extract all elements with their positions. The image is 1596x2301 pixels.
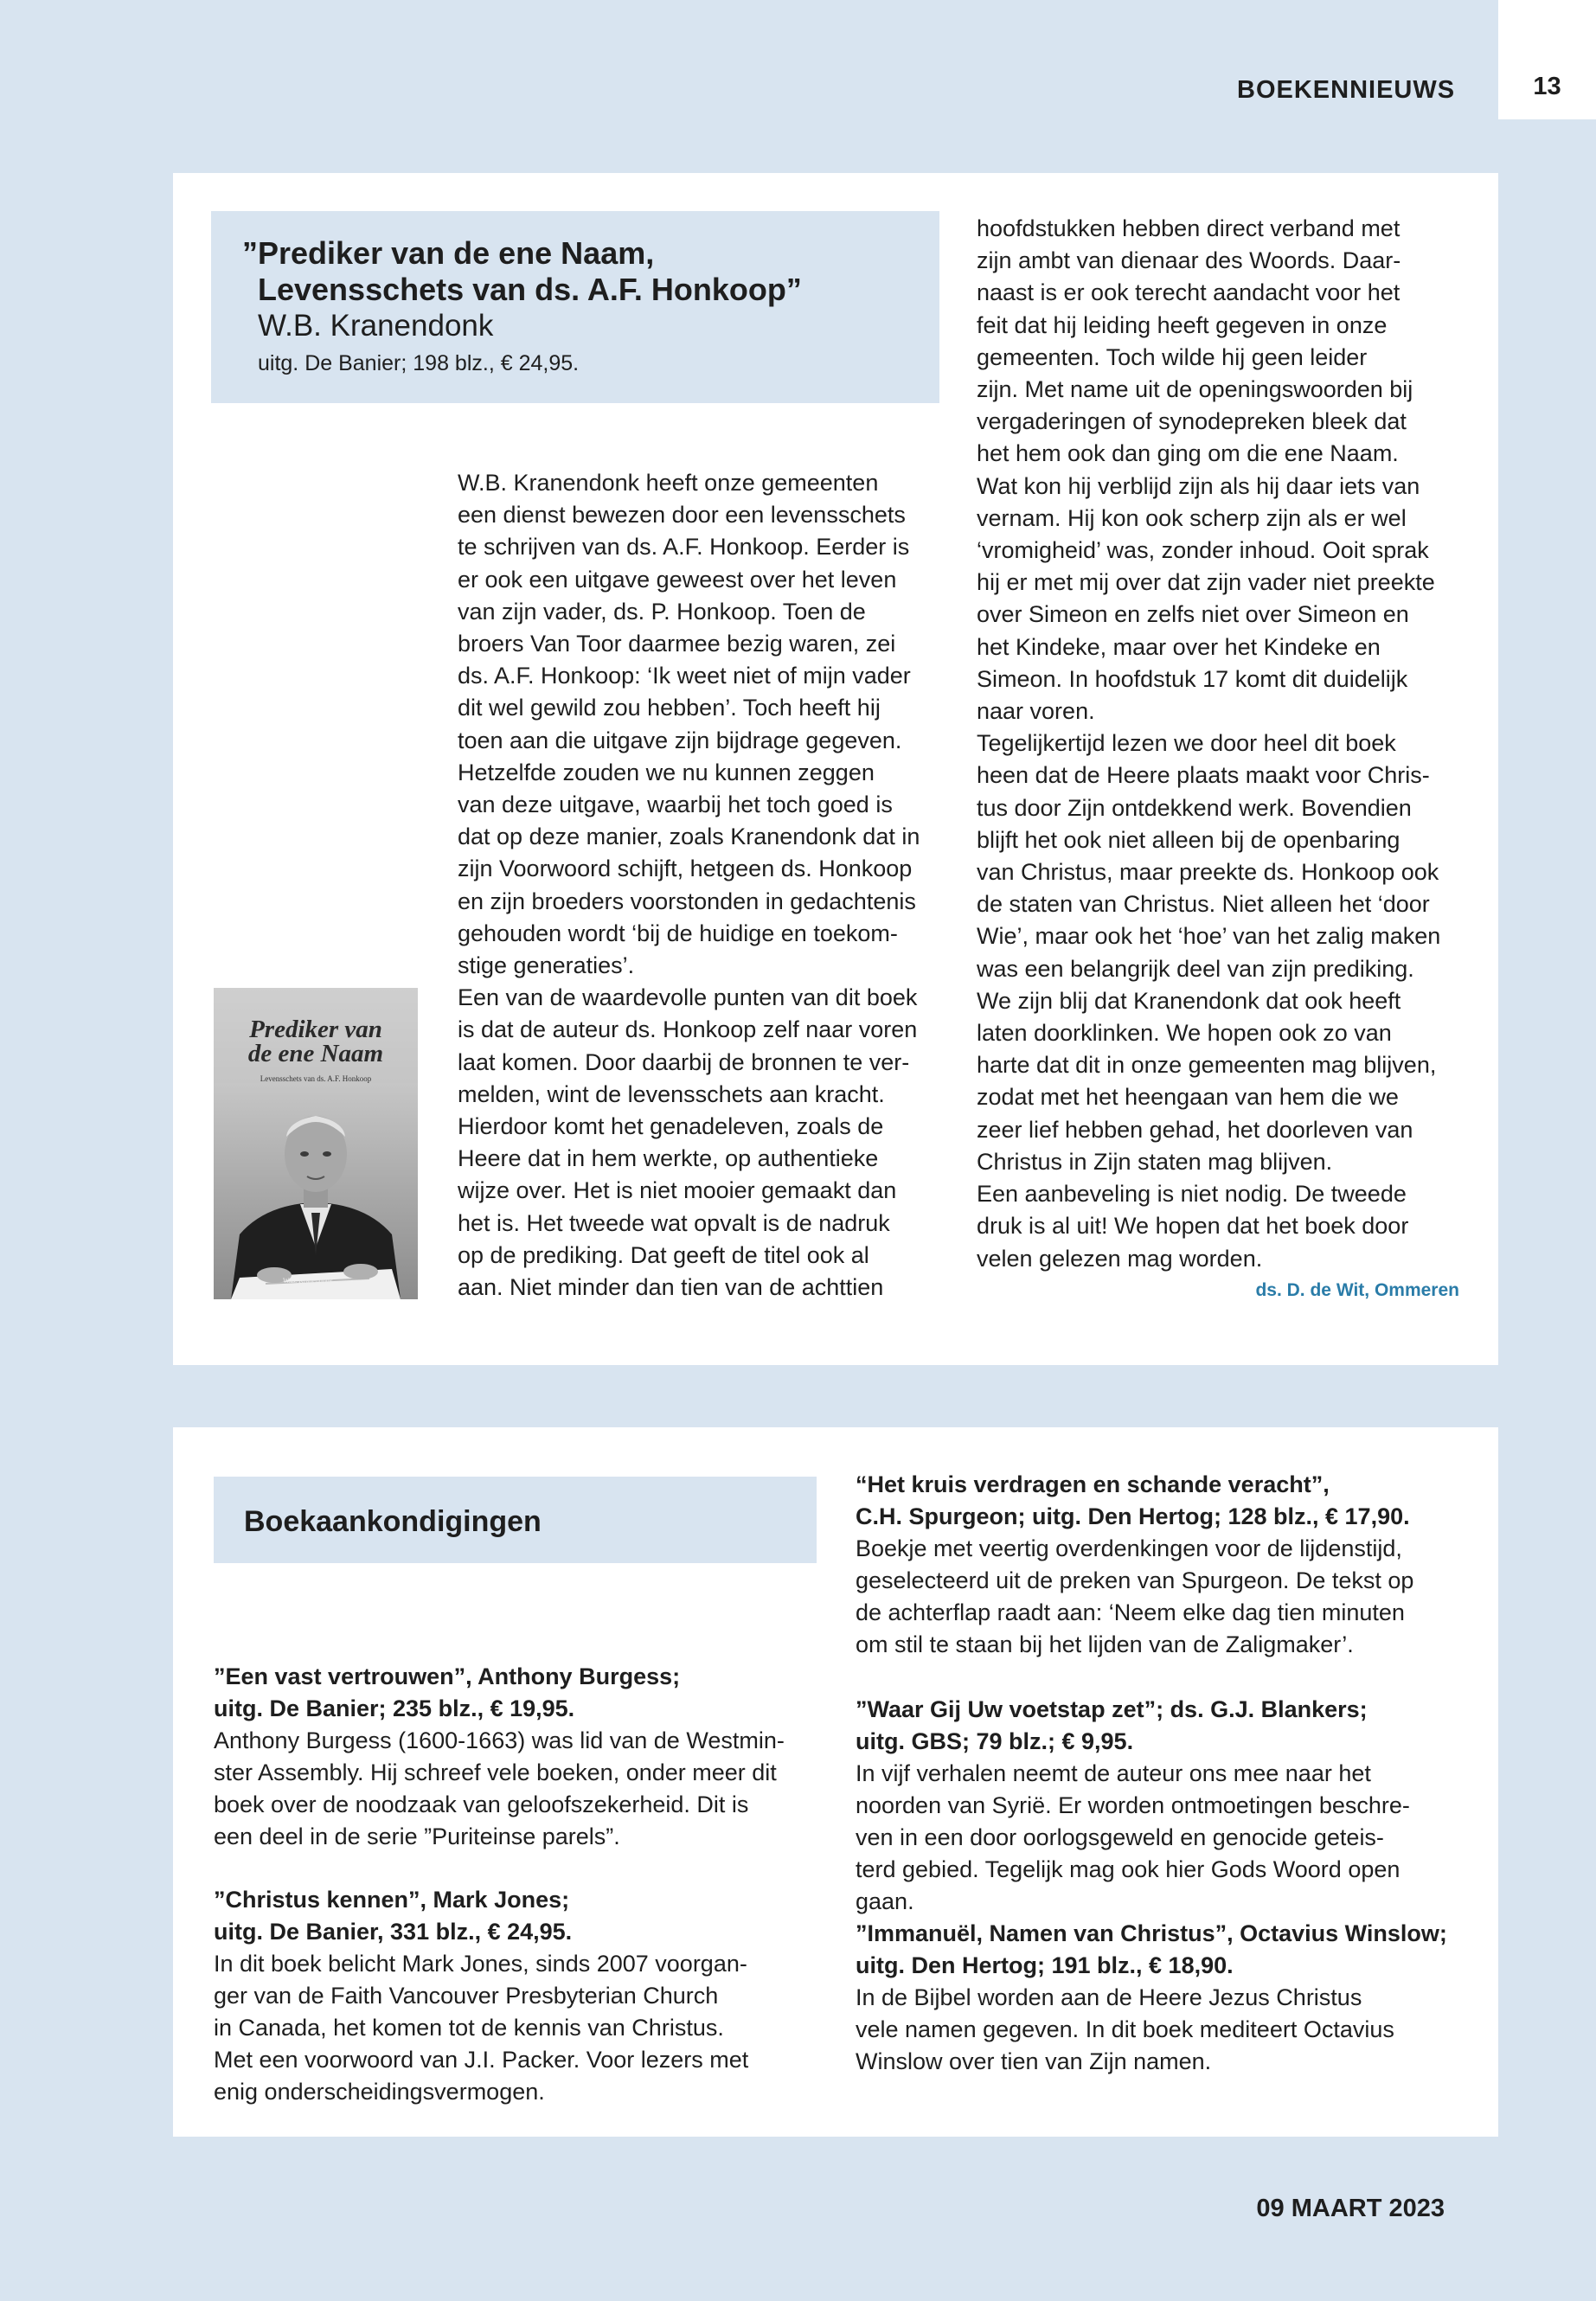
review-text-line: melden, wint de levensschets aan kracht.: [458, 1080, 885, 1107]
review-text-line: een dienst bewezen door een levensschets: [458, 502, 906, 529]
cover-portrait-photo: [214, 1083, 418, 1299]
review-text-line: zijn ambt van dienaar des Woords. Daar-: [977, 247, 1401, 274]
announcement-body-line: enig onderscheidingsvermogen.: [214, 2079, 545, 2105]
review-author: W.B. Kranendonk: [258, 309, 494, 343]
announcement-body-line: in Canada, het komen tot de kennis van Christus.: [214, 2015, 724, 2041]
review-text-line: het hem ook dan ging om die ene Naam.: [977, 440, 1399, 467]
review-text-line: Heere dat in hem werkte, op authentieke: [458, 1145, 879, 1172]
review-title-line2: Levensschets van ds. A.F. Honkoop”: [258, 272, 802, 307]
announcement-item: [856, 1918, 1474, 2078]
review-text-line: tus door Zijn ontdekkend werk. Bovendien: [977, 794, 1412, 821]
announcement-title-line: uitg. De Banier, 331 blz., € 24,95.: [214, 1919, 573, 1945]
announcement-body-line: geselecteerd uit de preken van Spurgeon. De tekst op: [856, 1567, 1414, 1593]
review-text-line: Een aanbeveling is niet nodig. De tweede: [977, 1181, 1407, 1208]
review-text-line: gehouden wordt ‘bij de huidige en toekom-: [458, 920, 898, 946]
review-text-line: vernam. Hij kon ook scherp zijn als er wel: [977, 504, 1407, 531]
review-text-line: vergaderingen of synodepreken bleek dat: [977, 408, 1407, 435]
review-text-line: druk is al uit! We hopen dat het boek door: [977, 1213, 1409, 1240]
review-text-line: zijn. Met name uit de openingswoorden bij: [977, 376, 1413, 403]
review-text-line: over Simeon en zelfs niet over Simeon en: [977, 601, 1409, 628]
review-text-line: heen dat de Heere plaats maakt voor Chris-: [977, 762, 1430, 789]
announcement-title-line: C.H. Spurgeon; uitg. Den Hertog; 128 blz., € 17,90.: [856, 1503, 1410, 1529]
review-text-line: ‘vromigheid’ was, zonder inhoud. Ooit sprak: [977, 537, 1429, 564]
announcement-title-line: uitg. GBS; 79 blz.; € 9,95.: [856, 1728, 1134, 1754]
review-text-line: naast is er ook terecht aandacht voor het: [977, 279, 1401, 306]
section-label: BOEKENNIEUWS: [1237, 76, 1456, 104]
announcement-body-line: de achterflap raadt aan: ‘Neem elke dag tien minuten: [856, 1599, 1405, 1625]
review-text-line: op de prediking. Dat geeft de titel ook al: [458, 1241, 869, 1268]
announcement-title-line: uitg. Den Hertog; 191 blz., € 18,90.: [856, 1952, 1234, 1978]
announcement-title-line: “Het kruis verdragen en schande veracht”,: [856, 1471, 1330, 1497]
announcement-body-line: In de Bijbel worden aan de Heere Jezus Christus: [856, 1984, 1362, 2010]
cover-subtitle: Levensschets van ds. A.F. Honkoop: [260, 1074, 372, 1083]
review-text-line: van zijn vader, ds. P. Honkoop. Toen de: [458, 598, 866, 625]
review-text-line: van deze uitgave, waarbij het toch goed is: [458, 792, 893, 818]
review-text-line: het Kindeke, maar over het Kindeke en: [977, 633, 1381, 660]
issue-date: 09 MAART 2023: [1256, 2195, 1445, 2222]
review-text-line: de staten van Christus. Niet alleen het ‘door: [977, 891, 1430, 918]
announcement-body-line: Winslow over tien van Zijn namen.: [856, 2048, 1212, 2074]
announcement-item: [214, 1884, 836, 2108]
announcement-title-line: uitg. De Banier; 235 blz., € 19,95.: [214, 1695, 575, 1721]
review-text-line: en zijn broeders voorstonden in gedachtenis: [458, 888, 916, 914]
review-text-line: Simeon. In hoofdstuk 17 komt dit duidelijk: [977, 665, 1408, 692]
review-text-line: zijn Voorwoord schijft, hetgeen ds. Honkoop: [458, 856, 913, 882]
review-text-line: zodat met het heengaan van hem die we: [977, 1084, 1399, 1111]
review-text-line: Hierdoor komt het genadeleven, zoals de: [458, 1113, 884, 1140]
review-text-line: Wat kon hij verblijd zijn als hij daar iets van: [977, 472, 1420, 499]
review-text-line: er ook een uitgave geweest over het leven: [458, 566, 897, 593]
review-text-line: wijze over. Het is niet mooier gemaakt dan: [458, 1177, 897, 1204]
review-text-line: toen aan die uitgave zijn bijdrage gegeven.: [458, 727, 902, 753]
review-text-line: ds. A.F. Honkoop: ‘Ik weet niet of mijn vader: [458, 663, 911, 689]
review-text-line: laten doorklinken. We hopen ook zo van: [977, 1020, 1392, 1047]
review-text-line: naar voren.: [977, 698, 1095, 725]
announcement-body-line: In vijf verhalen neemt de auteur ons mee naar het: [856, 1760, 1371, 1786]
cover-title-line1: Prediker van: [249, 1016, 382, 1043]
review-text-line: blijft het ook niet alleen bij de openbaring: [977, 826, 1401, 853]
review-text-line: gemeenten. Toch wilde hij geen leider: [977, 343, 1368, 370]
review-text-line: hij er met mij over dat zijn vader niet preekte: [977, 569, 1435, 596]
announcement-body-line: om stil te staan bij het lijden van de Zaligmaker’.: [856, 1631, 1354, 1657]
review-text-line: te schrijven van ds. A.F. Honkoop. Eerder is: [458, 534, 910, 561]
announcement-body-line: gaan.: [856, 1888, 914, 1914]
announcement-body-line: Boekje met veertig overdenkingen voor de lijdenstijd,: [856, 1535, 1402, 1561]
announcement-body-line: noorden van Syrië. Er worden ontmoetingen beschre-: [856, 1792, 1410, 1818]
announcement-title-line: ”Een vast vertrouwen”, Anthony Burgess;: [214, 1663, 681, 1689]
cover-title: [214, 1017, 418, 1066]
review-text-line: Christus in Zijn staten mag blijven.: [977, 1148, 1333, 1175]
review-title: [242, 235, 926, 308]
announcement-body-line: Anthony Burgess (1600-1663) was lid van de Westmin-: [214, 1727, 785, 1753]
announcement-title-line: ”Christus kennen”, Mark Jones;: [214, 1887, 570, 1913]
review-publication-info: uitg. De Banier; 198 blz., € 24,95.: [258, 351, 580, 375]
announcement-item: [856, 1694, 1474, 1918]
announcement-body-line: vele namen gegeven. In dit boek mediteert Octavius: [856, 2016, 1394, 2042]
review-signature: ds. D. de Wit, Ommeren: [1255, 1280, 1459, 1300]
announcement-body-line: Met een voorwoord van J.I. Packer. Voor lezers met: [214, 2047, 749, 2073]
announcement-body-line: boek over de noodzaak van geloofszekerheid. Dit is: [214, 1791, 749, 1817]
announcement-title-line: ”Waar Gij Uw voetstap zet”; ds. G.J. Blankers;: [856, 1696, 1368, 1722]
announcement-body-line: terd gebied. Tegelijk mag ook hier Gods Woord open: [856, 1856, 1401, 1882]
review-text-line: broers Van Toor daarmee bezig waren, zei: [458, 631, 896, 657]
review-text-line: zeer lief hebben gehad, het doorleven van: [977, 1116, 1413, 1143]
review-text-line: Wie’, maar ook het ‘hoe’ van het zalig maken: [977, 923, 1441, 950]
page-number: 13: [1533, 73, 1561, 100]
page-number-tab: [1498, 0, 1596, 119]
review-text-line: hoofdstukken hebben direct verband met: [977, 215, 1401, 241]
announcement-item: [856, 1469, 1474, 1661]
review-column-1: [458, 467, 942, 1304]
review-text-line: van Christus, maar preekte ds. Honkoop ook: [977, 859, 1439, 886]
announcement-body-line: In dit boek belicht Mark Jones, sinds 2007 voorgan-: [214, 1951, 747, 1977]
review-title-line1: ”Prediker van de ene Naam,: [242, 235, 655, 271]
review-text-line: We zijn blij dat Kranendonk dat ook heeft: [977, 987, 1401, 1014]
review-text-line: harte dat dit in onze gemeenten mag blijven,: [977, 1052, 1437, 1079]
review-text-line: W.B. Kranendonk heeft onze gemeenten: [458, 470, 879, 496]
book-cover-image: [214, 988, 418, 1299]
announcement-body-line: een deel in de serie ”Puriteinse parels”.: [214, 1823, 620, 1849]
review-text-line: aan. Niet minder dan tien van de achttien: [458, 1274, 884, 1301]
announcement-body-line: ster Assembly. Hij schreef vele boeken, onder meer dit: [214, 1759, 777, 1785]
cover-author: W.B. Kranendonk: [283, 1277, 333, 1285]
review-text-line: Een van de waardevolle punten van dit boek: [458, 984, 918, 1011]
review-text-line: dit wel gewild zou hebben’. Toch heeft hij: [458, 695, 881, 721]
review-text-line: stige generaties’.: [458, 952, 635, 979]
announcements-heading: Boekaankondigingen: [244, 1505, 542, 1538]
review-text-line: het is. Het tweede wat opvalt is de nadruk: [458, 1209, 890, 1236]
announcement-body-line: ven in een door oorlogsgeweld en genocide geteis-: [856, 1824, 1384, 1850]
review-text-line: velen gelezen mag worden.: [977, 1245, 1263, 1272]
review-text-line: laat komen. Door daarbij de bronnen te ver-: [458, 1048, 910, 1075]
review-text-line: was een belangrijk deel van zijn prediking.: [977, 955, 1414, 982]
announcement-body-line: ger van de Faith Vancouver Presbyterian Church: [214, 1983, 719, 2009]
review-text-line: Tegelijkertijd lezen we door heel dit boek: [977, 730, 1396, 757]
announcement-title-line: ”Immanuël, Namen van Christus”, Octavius Winslow;: [856, 1920, 1447, 1946]
review-text-line: Hetzelfde zouden we nu kunnen zeggen: [458, 759, 875, 785]
cover-title-line2: de ene Naam: [247, 1040, 384, 1067]
review-text-line: is dat de auteur ds. Honkoop zelf naar voren: [458, 1016, 918, 1043]
review-column-2: [977, 213, 1478, 1275]
announcement-item: [214, 1661, 836, 1853]
review-text-line: dat op deze manier, zoals Kranendonk dat in: [458, 824, 920, 850]
review-text-line: feit dat hij leiding heeft gegeven in onze: [977, 311, 1388, 338]
